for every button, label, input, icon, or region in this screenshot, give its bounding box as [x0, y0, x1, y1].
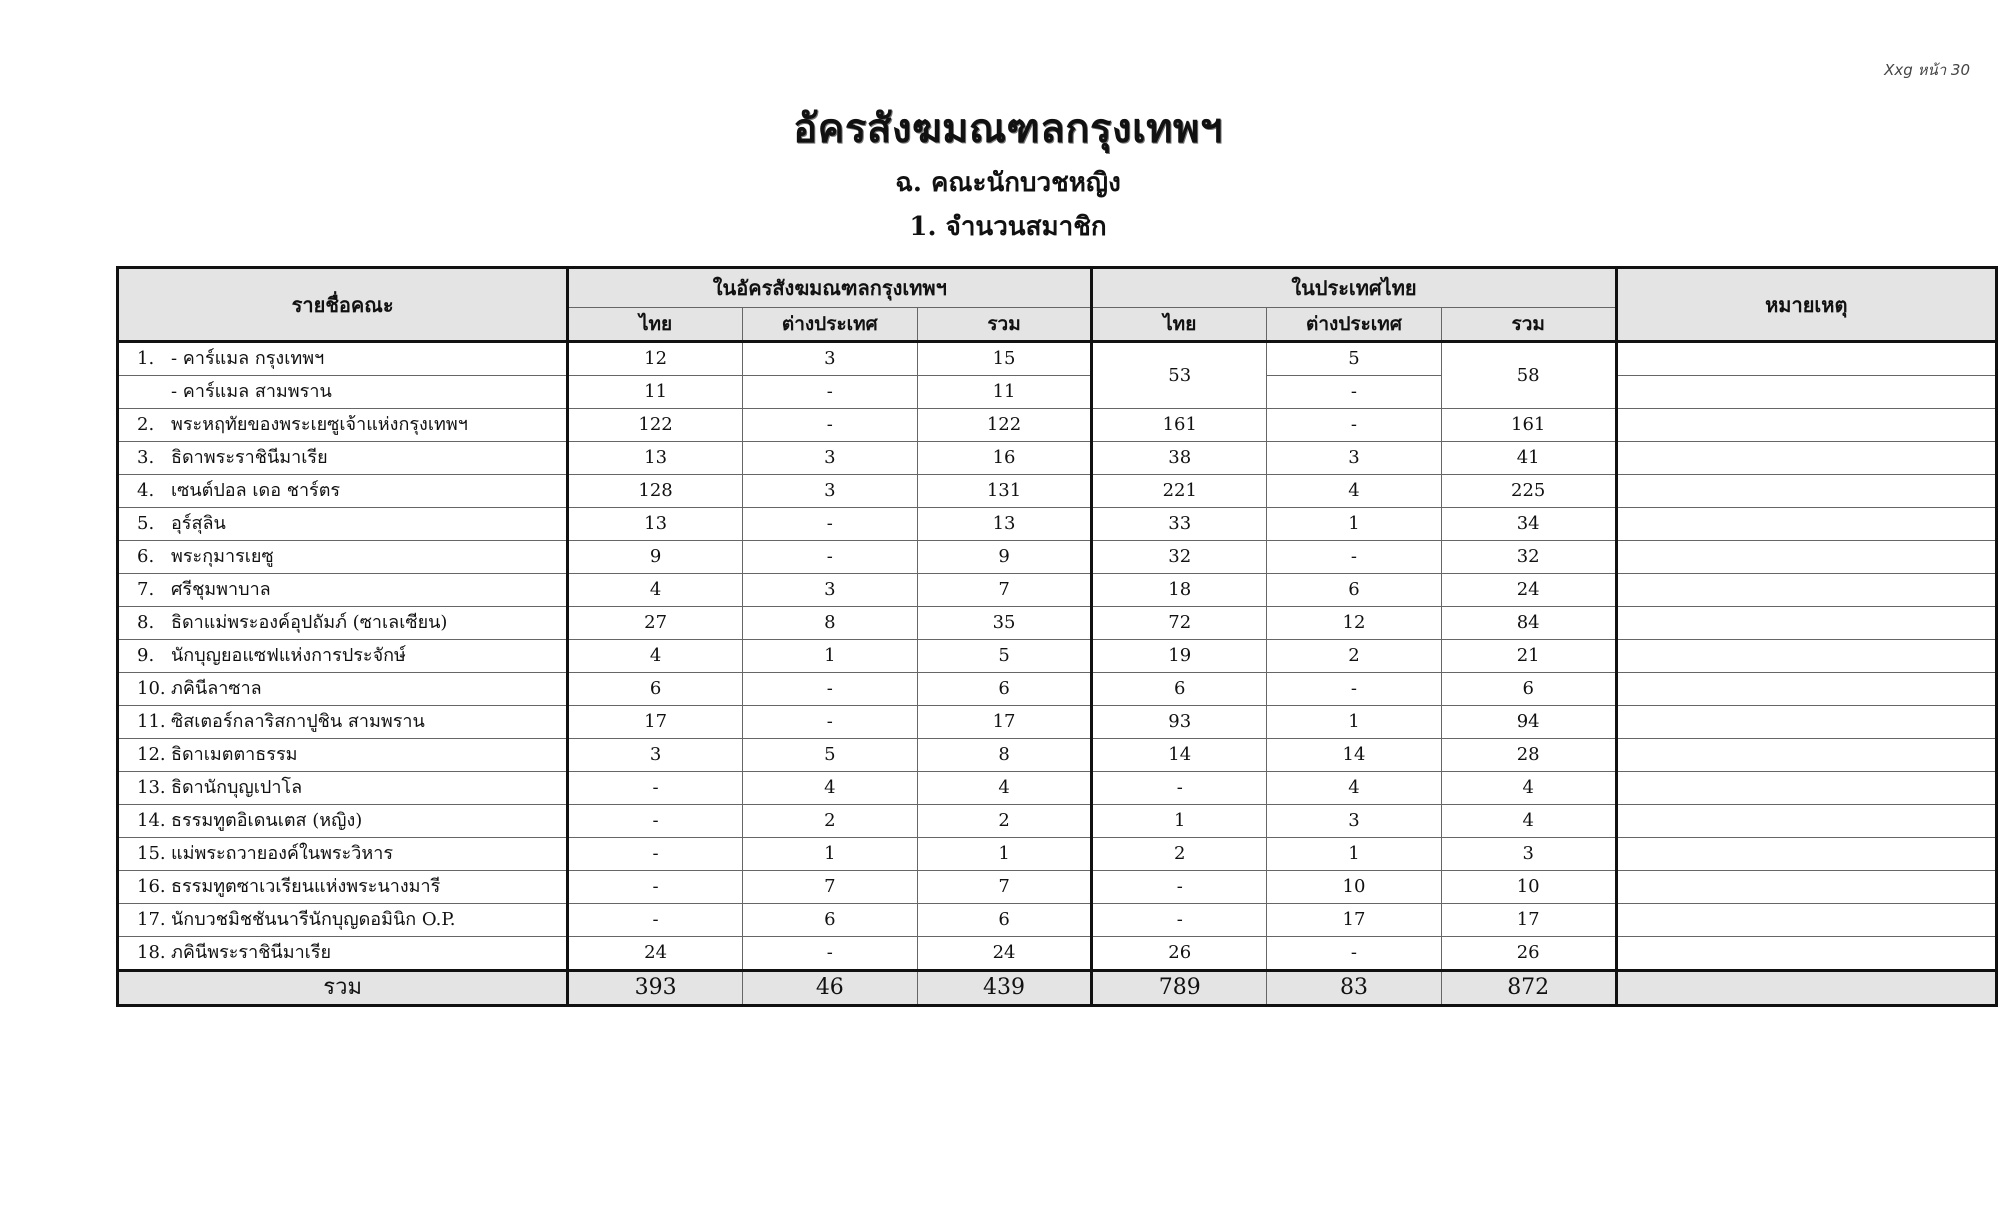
cell-archdiocese-total: 13 — [917, 508, 1092, 541]
section-subtitle: ฉ. คณะนักบวชหญิง — [895, 168, 1121, 198]
cell-thailand-thai: - — [1092, 772, 1267, 805]
row-index: 3. — [137, 447, 155, 468]
cell-thailand-thai: 18 — [1092, 574, 1267, 607]
cell-remarks — [1616, 772, 1996, 805]
cell-archdiocese-total: 122 — [917, 409, 1092, 442]
row-index: 16. — [137, 876, 166, 897]
cell-archdiocese-thai: 17 — [568, 706, 743, 739]
cell-archdiocese-thai: 27 — [568, 607, 743, 640]
cell-thailand-total: 4 — [1441, 772, 1616, 805]
cell-archdiocese-thai: 128 — [568, 475, 743, 508]
cell-thailand-foreign: 1 — [1267, 706, 1442, 739]
row-name: อุร์สุลิน — [171, 513, 226, 534]
cell-thailand-thai: 38 — [1092, 442, 1267, 475]
table-row — [118, 342, 1997, 376]
cell-archdiocese-foreign: - — [742, 937, 917, 971]
cell-archdiocese-thai: - — [568, 904, 743, 937]
cell-archdiocese-foreign: - — [742, 706, 917, 739]
table-row — [118, 673, 1997, 706]
cell-archdiocese-thai: - — [568, 871, 743, 904]
cell-thailand-foreign: 3 — [1267, 805, 1442, 838]
cell-archdiocese-thai: 122 — [568, 409, 743, 442]
cell-thailand-thai: 221 — [1092, 475, 1267, 508]
cell-thailand-total: 225 — [1441, 475, 1616, 508]
cell-remarks — [1616, 607, 1996, 640]
cell-archdiocese-thai: 4 — [568, 574, 743, 607]
header-in-thailand: ในประเทศไทย — [1092, 268, 1616, 308]
congregation-name — [118, 673, 568, 706]
cell-thailand-foreign: 6 — [1267, 574, 1442, 607]
cell-thailand-thai: 93 — [1092, 706, 1267, 739]
cell-thailand-thai: 19 — [1092, 640, 1267, 673]
cell-archdiocese-total: 8 — [917, 739, 1092, 772]
congregation-name — [118, 871, 568, 904]
cell-thailand-thai: 72 — [1092, 607, 1267, 640]
row-index: 7. — [137, 579, 155, 600]
header-in-archdiocese: ในอัครสังฆมณฑลกรุงเทพฯ — [568, 268, 1092, 308]
total-row — [118, 971, 1997, 1006]
cell-thailand-foreign: 5 — [1267, 342, 1442, 376]
row-index: 4. — [137, 480, 155, 501]
cell-thailand-total: 3 — [1441, 838, 1616, 871]
cell-archdiocese-thai: - — [568, 805, 743, 838]
congregation-name — [118, 805, 568, 838]
row-name: ธิดาแม่พระองค์อุปถัมภ์ (ซาเลเซียน) — [171, 612, 448, 633]
cell-thailand-total: 34 — [1441, 508, 1616, 541]
cell-archdiocese-foreign: 3 — [742, 475, 917, 508]
cell-thailand-total: 32 — [1441, 541, 1616, 574]
congregation-name — [118, 838, 568, 871]
cell-remarks — [1616, 442, 1996, 475]
cell-thailand-total: 21 — [1441, 640, 1616, 673]
cell-archdiocese-total: 5 — [917, 640, 1092, 673]
total-remarks — [1616, 971, 1996, 1006]
header-foreign: ต่างประเทศ — [742, 308, 917, 342]
member-count-table — [116, 266, 1998, 1007]
cell-archdiocese-total: 17 — [917, 706, 1092, 739]
cell-thailand-foreign: 14 — [1267, 739, 1442, 772]
congregation-name — [118, 772, 568, 805]
cell-archdiocese-thai: 12 — [568, 342, 743, 376]
cell-thailand-thai: 161 — [1092, 409, 1267, 442]
cell-archdiocese-foreign: - — [742, 376, 917, 409]
header-thai: ไทย — [1092, 308, 1267, 342]
cell-remarks — [1616, 871, 1996, 904]
congregation-name — [118, 541, 568, 574]
row-index: 17. — [137, 909, 166, 930]
row-index: 5. — [137, 513, 155, 534]
page-number-label: Xxg หน้า 30 — [1884, 61, 1970, 79]
cell-archdiocese-foreign: 3 — [742, 574, 917, 607]
total-archdiocese-thai: 393 — [568, 971, 743, 1006]
row-name: ธรรมทูตซาเวเรียนแห่งพระนางมารี — [171, 876, 441, 897]
cell-thailand-thai: 1 — [1092, 805, 1267, 838]
cell-archdiocese-foreign: 6 — [742, 904, 917, 937]
table-row — [118, 739, 1997, 772]
cell-archdiocese-total: 11 — [917, 376, 1092, 409]
row-index: 14. — [137, 810, 166, 831]
table-row — [118, 409, 1997, 442]
cell-thailand-thai: 32 — [1092, 541, 1267, 574]
cell-archdiocese-foreign: - — [742, 409, 917, 442]
table-row — [118, 871, 1997, 904]
row-index: 10. — [137, 678, 166, 699]
cell-archdiocese-total: 6 — [917, 904, 1092, 937]
cell-archdiocese-total: 9 — [917, 541, 1092, 574]
cell-remarks — [1616, 541, 1996, 574]
row-name: เซนต์ปอล เดอ ชาร์ตร — [171, 480, 341, 501]
table-row — [118, 937, 1997, 971]
table-row — [118, 607, 1997, 640]
cell-thailand-foreign: 10 — [1267, 871, 1442, 904]
cell-thailand-total: 161 — [1441, 409, 1616, 442]
cell-archdiocese-foreign: 4 — [742, 772, 917, 805]
table-subtitle: 1. จำนวนสมาชิก — [909, 212, 1107, 242]
row-name: ภคินีลาซาล — [171, 678, 262, 699]
cell-thailand-thai: - — [1092, 904, 1267, 937]
row-name: พระกุมารเยซู — [171, 546, 274, 567]
cell-archdiocese-foreign: 8 — [742, 607, 917, 640]
header-remarks: หมายเหตุ — [1616, 268, 1996, 342]
cell-archdiocese-total: 2 — [917, 805, 1092, 838]
table-row — [118, 508, 1997, 541]
congregation-name — [118, 475, 568, 508]
row-name: ซิสเตอร์กลาริสกาปูชิน สามพราน — [171, 711, 425, 732]
cell-thailand-total: 4 — [1441, 805, 1616, 838]
cell-archdiocese-foreign: 5 — [742, 739, 917, 772]
congregation-name — [118, 739, 568, 772]
table-row — [118, 706, 1997, 739]
row-name: ธิดาพระราชินีมาเรีย — [171, 447, 328, 468]
row-index: 11. — [137, 711, 166, 732]
total-archdiocese-total: 439 — [917, 971, 1092, 1006]
cell-remarks — [1616, 574, 1996, 607]
cell-archdiocese-foreign: 3 — [742, 342, 917, 376]
cell-archdiocese-thai: - — [568, 838, 743, 871]
cell-remarks — [1616, 937, 1996, 971]
cell-thailand-thai: 33 — [1092, 508, 1267, 541]
cell-thailand-foreign: 4 — [1267, 772, 1442, 805]
cell-remarks — [1616, 706, 1996, 739]
row-index: 2. — [137, 414, 155, 435]
cell-archdiocese-foreign: 2 — [742, 805, 917, 838]
cell-thailand-foreign: - — [1267, 673, 1442, 706]
cell-archdiocese-thai: 3 — [568, 739, 743, 772]
cell-remarks — [1616, 475, 1996, 508]
cell-archdiocese-total: 131 — [917, 475, 1092, 508]
cell-remarks — [1616, 673, 1996, 706]
table-row — [118, 376, 1997, 409]
row-index: 18. — [137, 942, 166, 963]
cell-thailand-thai: 53 — [1092, 342, 1267, 409]
cell-archdiocese-total: 16 — [917, 442, 1092, 475]
cell-archdiocese-total: 7 — [917, 574, 1092, 607]
cell-archdiocese-foreign: 3 — [742, 442, 917, 475]
cell-thailand-total: 10 — [1441, 871, 1616, 904]
cell-thailand-foreign: - — [1267, 541, 1442, 574]
congregation-name — [118, 640, 568, 673]
cell-archdiocese-total: 1 — [917, 838, 1092, 871]
cell-thailand-foreign: 4 — [1267, 475, 1442, 508]
cell-remarks — [1616, 508, 1996, 541]
cell-archdiocese-foreign: - — [742, 673, 917, 706]
table-row — [118, 838, 1997, 871]
cell-thailand-foreign: - — [1267, 409, 1442, 442]
row-index: 13. — [137, 777, 166, 798]
cell-archdiocese-thai: 11 — [568, 376, 743, 409]
cell-thailand-total: 17 — [1441, 904, 1616, 937]
header-congregation-name: รายชื่อคณะ — [118, 268, 568, 342]
cell-archdiocese-total: 7 — [917, 871, 1092, 904]
row-name: ธิดาเมตตาธรรม — [171, 744, 298, 765]
table-body — [118, 342, 1997, 971]
row-index: 15. — [137, 843, 166, 864]
cell-remarks — [1616, 342, 1996, 376]
congregation-name — [118, 508, 568, 541]
cell-thailand-thai: 2 — [1092, 838, 1267, 871]
cell-archdiocese-thai: - — [568, 772, 743, 805]
cell-thailand-foreign: 1 — [1267, 508, 1442, 541]
cell-thailand-foreign: 12 — [1267, 607, 1442, 640]
cell-archdiocese-total: 4 — [917, 772, 1092, 805]
cell-thailand-foreign: - — [1267, 376, 1442, 409]
total-thailand-thai: 789 — [1092, 971, 1267, 1006]
cell-remarks — [1616, 838, 1996, 871]
cell-thailand-foreign: 3 — [1267, 442, 1442, 475]
cell-thailand-foreign: - — [1267, 937, 1442, 971]
cell-thailand-thai: 26 — [1092, 937, 1267, 971]
congregation-name — [118, 607, 568, 640]
page-title: อัครสังฆมณฑลกรุงเทพฯ — [793, 105, 1223, 152]
cell-thailand-foreign: 17 — [1267, 904, 1442, 937]
row-name: - คาร์แมล กรุงเทพฯ — [171, 348, 325, 369]
cell-remarks — [1616, 376, 1996, 409]
table-row — [118, 442, 1997, 475]
cell-archdiocese-foreign: - — [742, 541, 917, 574]
header-total: รวม — [917, 308, 1092, 342]
congregation-name — [118, 706, 568, 739]
cell-thailand-total: 24 — [1441, 574, 1616, 607]
congregation-name — [118, 376, 568, 409]
cell-remarks — [1616, 805, 1996, 838]
row-index: 1. — [137, 348, 155, 369]
table-row — [118, 541, 1997, 574]
cell-thailand-total: 26 — [1441, 937, 1616, 971]
congregation-name — [118, 442, 568, 475]
total-archdiocese-foreign: 46 — [742, 971, 917, 1006]
table-row — [118, 475, 1997, 508]
cell-archdiocese-foreign: - — [742, 508, 917, 541]
cell-archdiocese-thai: 6 — [568, 673, 743, 706]
congregation-name — [118, 937, 568, 971]
congregation-name — [118, 904, 568, 937]
cell-thailand-total: 6 — [1441, 673, 1616, 706]
cell-archdiocese-total: 6 — [917, 673, 1092, 706]
cell-archdiocese-foreign: 1 — [742, 640, 917, 673]
row-name: ภคินีพระราชินีมาเรีย — [171, 942, 332, 963]
congregation-name — [118, 574, 568, 607]
row-name: นักบุญยอแซฟแห่งการประจักษ์ — [171, 645, 406, 666]
row-index: 9. — [137, 645, 155, 666]
cell-thailand-thai: - — [1092, 871, 1267, 904]
cell-thailand-total: 41 — [1441, 442, 1616, 475]
row-name: แม่พระถวายองค์ในพระวิหาร — [171, 843, 394, 864]
cell-archdiocese-total: 15 — [917, 342, 1092, 376]
table-row — [118, 904, 1997, 937]
cell-archdiocese-thai: 13 — [568, 442, 743, 475]
row-name: - คาร์แมล สามพราน — [171, 381, 332, 402]
row-name: พระหฤทัยของพระเยซูเจ้าแห่งกรุงเทพฯ — [171, 414, 468, 435]
cell-archdiocese-foreign: 7 — [742, 871, 917, 904]
row-name: นักบวชมิชชันนารีนักบุญดอมินิก O.P. — [171, 909, 456, 930]
header-thai: ไทย — [568, 308, 743, 342]
cell-archdiocese-foreign: 1 — [742, 838, 917, 871]
total-label: รวม — [118, 971, 568, 1006]
cell-remarks — [1616, 739, 1996, 772]
row-name: ศรีชุมพาบาล — [171, 579, 271, 600]
table-row — [118, 574, 1997, 607]
header-foreign: ต่างประเทศ — [1267, 308, 1442, 342]
cell-archdiocese-total: 35 — [917, 607, 1092, 640]
cell-remarks — [1616, 640, 1996, 673]
row-name: ธรรมทูตอิเดนเตส (หญิง) — [171, 810, 363, 831]
cell-thailand-total: 58 — [1441, 342, 1616, 409]
row-index: 6. — [137, 546, 155, 567]
cell-thailand-thai: 6 — [1092, 673, 1267, 706]
cell-remarks — [1616, 904, 1996, 937]
cell-archdiocese-total: 24 — [917, 937, 1092, 971]
row-index: 8. — [137, 612, 155, 633]
cell-remarks — [1616, 409, 1996, 442]
table-row — [118, 805, 1997, 838]
row-name: ธิดานักบุญเปาโล — [171, 777, 303, 798]
cell-archdiocese-thai: 24 — [568, 937, 743, 971]
cell-thailand-total: 94 — [1441, 706, 1616, 739]
cell-archdiocese-thai: 13 — [568, 508, 743, 541]
congregation-name — [118, 342, 568, 376]
cell-thailand-thai: 14 — [1092, 739, 1267, 772]
row-index: 12. — [137, 744, 166, 765]
cell-thailand-foreign: 2 — [1267, 640, 1442, 673]
total-thailand-total: 872 — [1441, 971, 1616, 1006]
table-row — [118, 640, 1997, 673]
cell-thailand-total: 28 — [1441, 739, 1616, 772]
cell-archdiocese-thai: 9 — [568, 541, 743, 574]
cell-thailand-total: 84 — [1441, 607, 1616, 640]
cell-archdiocese-thai: 4 — [568, 640, 743, 673]
table-row — [118, 772, 1997, 805]
header-total: รวม — [1441, 308, 1616, 342]
congregation-name — [118, 409, 568, 442]
total-thailand-foreign: 83 — [1267, 971, 1442, 1006]
cell-thailand-foreign: 1 — [1267, 838, 1442, 871]
